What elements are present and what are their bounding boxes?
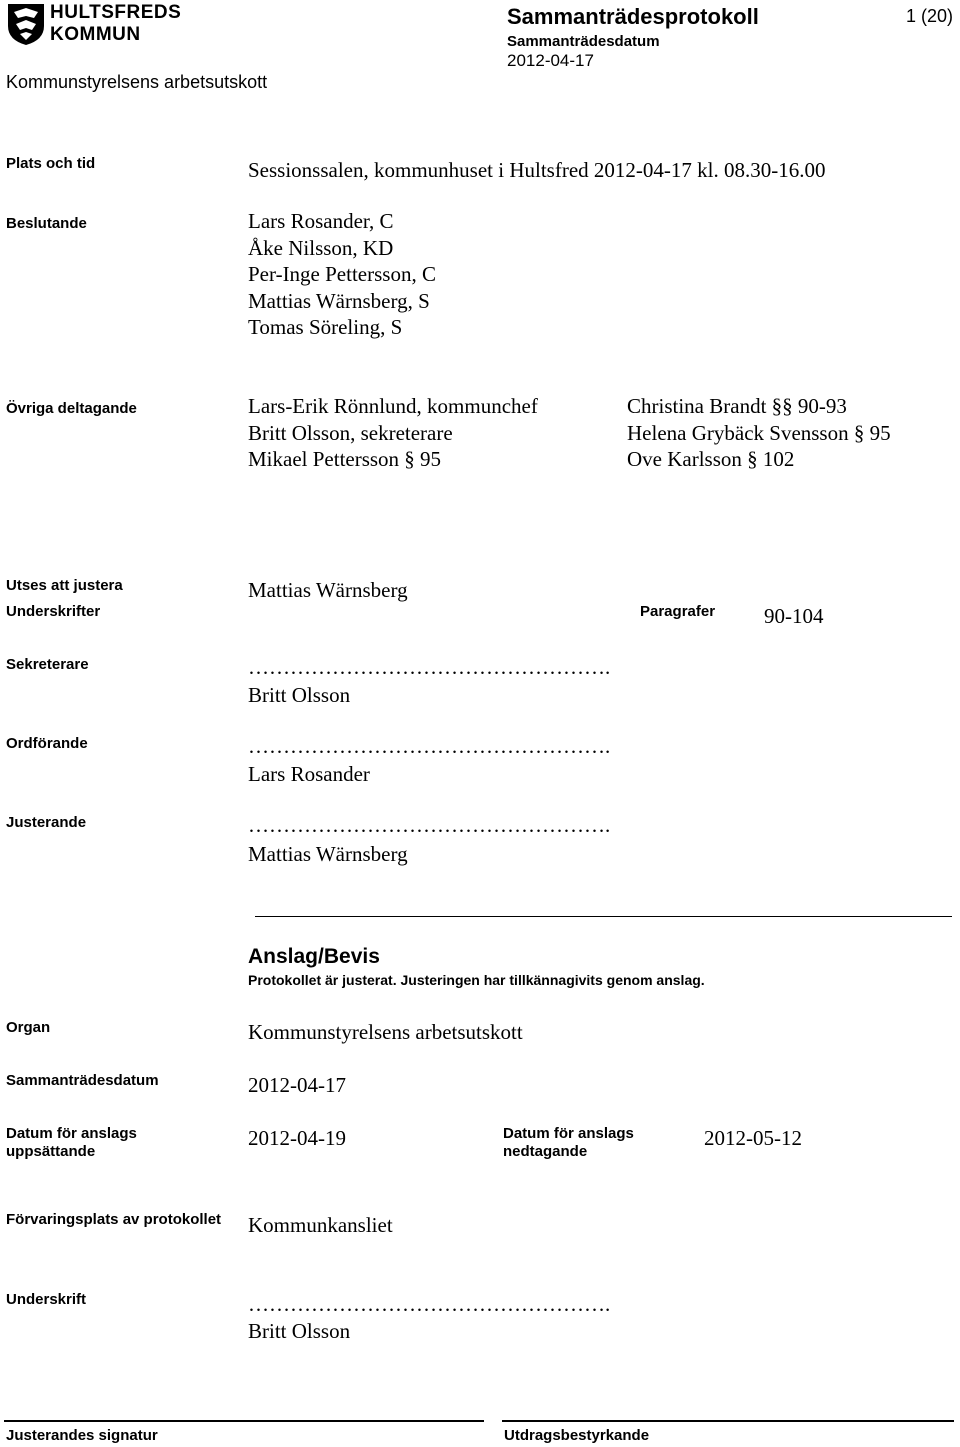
secretary-signature-line: ……………………………………………. <box>248 655 611 679</box>
municipality-logo <box>6 2 186 46</box>
meeting-date-label: Sammanträdesdatum <box>507 33 660 50</box>
secretary-label: Sekreterare <box>6 656 89 673</box>
adjust-label: Utses att justera <box>6 577 123 594</box>
document-title: Sammanträdesprotokoll <box>507 4 759 29</box>
organ-label: Organ <box>6 1019 51 1036</box>
signature-label: Underskrift <box>6 1291 87 1308</box>
logo-line-2: KOMMUN <box>50 24 141 45</box>
notice-subtitle: Protokollet är justerat. Justeringen har tillkännagivits genom anslag. <box>248 972 705 988</box>
participant: Britt Olsson, sekreterare <box>248 420 453 445</box>
paragraphs-label: Paragrafer <box>640 603 716 620</box>
storage-value: Kommunkansliet <box>248 1213 393 1237</box>
removed-date-label <box>503 1125 634 1161</box>
deciding-member: Lars Rosander, C <box>248 209 394 233</box>
notice-meeting-date: 2012-04-17 <box>248 1073 346 1097</box>
posted-date-label-line-2: uppsättande <box>6 1143 96 1160</box>
adjuster-signature-line: ……………………………………………. <box>248 813 611 837</box>
adjuster-label: Justerande <box>6 814 87 831</box>
others-left-list <box>248 393 538 473</box>
others-right-list <box>627 393 891 473</box>
paragraphs-value: 90-104 <box>764 604 824 628</box>
meeting-date: 2012-04-17 <box>507 51 594 70</box>
notice-signature-line: ……………………………………………. <box>248 1292 611 1316</box>
deciding-member: Åke Nilsson, KD <box>248 235 394 260</box>
participant: Ove Karlsson § 102 <box>627 447 795 471</box>
organ-value: Kommunstyrelsens arbetsutskott <box>248 1020 523 1044</box>
footer-line-right <box>502 1420 954 1422</box>
deciding-label: Beslutande <box>6 215 87 232</box>
removed-date-label-line-1: Datum för anslags <box>503 1125 634 1142</box>
place-value: Sessionssalen, kommunhuset i Hultsfred 2012-04-17 kl. 08.30-16.00 <box>248 158 826 182</box>
removed-date-label-line-2: nedtagande <box>503 1143 588 1160</box>
signatures-label: Underskrifter <box>6 603 101 620</box>
chair-signature-line: ……………………………………………. <box>248 734 611 758</box>
notice-signature-name: Britt Olsson <box>248 1319 351 1343</box>
chair-name: Lars Rosander <box>248 762 370 786</box>
posted-date-label-line-1: Datum för anslags <box>6 1125 137 1142</box>
deciding-member: Tomas Söreling, S <box>248 315 403 339</box>
chair-label: Ordförande <box>6 735 88 752</box>
posted-date-label <box>6 1125 137 1161</box>
removed-date: 2012-05-12 <box>704 1126 802 1150</box>
certification-label: Utdragsbestyrkande <box>504 1427 650 1444</box>
notice-meeting-date-label: Sammanträdesdatum <box>6 1072 159 1089</box>
adjusters-signature-label: Justerandes signatur <box>6 1427 158 1444</box>
participant: Christina Brandt §§ 90-93 <box>627 394 847 418</box>
others-label: Övriga deltagande <box>6 400 137 417</box>
storage-label: Förvaringsplats av protokollet <box>6 1211 222 1228</box>
place-label: Plats och tid <box>6 155 96 172</box>
adjust-name: Mattias Wärnsberg <box>248 578 408 602</box>
posted-date: 2012-04-19 <box>248 1126 346 1150</box>
deciding-member: Per-Inge Pettersson, C <box>248 262 436 286</box>
deciding-list <box>248 208 436 341</box>
crest-icon <box>6 2 46 46</box>
deciding-member: Mattias Wärnsberg, S <box>248 288 430 313</box>
secretary-name: Britt Olsson <box>248 683 351 707</box>
participant: Lars-Erik Rönnlund, kommunchef <box>248 394 538 418</box>
adjuster-name: Mattias Wärnsberg <box>248 842 408 866</box>
logo-line-1: HULTSFREDS <box>50 2 182 23</box>
notice-title: Anslag/Bevis <box>248 945 380 968</box>
page-number: 1 (20) <box>906 6 954 26</box>
committee-name: Kommunstyrelsens arbetsutskott <box>6 72 268 92</box>
section-divider <box>255 916 952 917</box>
participant: Mikael Pettersson § 95 <box>248 447 442 471</box>
footer-line-left <box>4 1420 484 1422</box>
participant: Helena Grybäck Svensson § 95 <box>627 420 891 445</box>
